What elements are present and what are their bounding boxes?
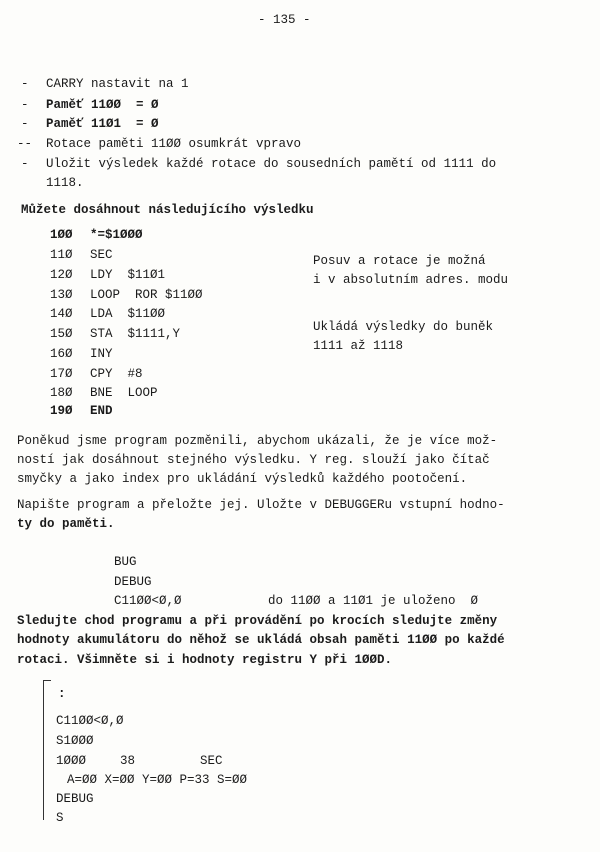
note-rotation: Posuv a rotace je možná xyxy=(313,254,486,268)
paragraph-line: Sledujte chod programu a při provádění po krocích sledujte změny xyxy=(17,614,498,628)
paragraph-line: Napište program a přeložte jej. Uložte v DEBUGGERu vstupní hodno- xyxy=(17,498,505,512)
list-item-dash: -- xyxy=(17,137,33,151)
line-number: 12Ø xyxy=(50,268,73,282)
result-heading: Můžete dosáhnout následujícího výsledku xyxy=(21,203,314,217)
ellipsis: : xyxy=(58,687,66,701)
session-line: DEBUG xyxy=(56,792,94,806)
list-item-continuation: 1118. xyxy=(46,176,84,190)
line-number: 15Ø xyxy=(50,327,73,341)
code-text: BNE LOOP xyxy=(90,386,158,400)
line-number: 13Ø xyxy=(50,288,73,302)
list-item-dash: - xyxy=(21,157,29,171)
line-number: 17Ø xyxy=(50,367,73,381)
code-text: SEC xyxy=(90,248,113,262)
session-line: S1ØØØ xyxy=(56,734,94,748)
paragraph-line: Poněkud jsme program pozměnili, abychom ukázali, že je více mož- xyxy=(17,434,498,448)
session-mnemonic: SEC xyxy=(200,754,223,768)
page-number: - 135 - xyxy=(258,13,311,27)
command-debug: DEBUG xyxy=(114,575,152,589)
line-number: 18Ø xyxy=(50,386,73,400)
list-item: Uložit výsledek každé rotace do sousedních pamětí od 1111 do xyxy=(46,157,497,171)
session-address: 1ØØØ xyxy=(56,754,87,768)
command-change: C11ØØ<Ø,Ø xyxy=(114,594,182,608)
list-item: Rotace paměti 11ØØ osumkrát vpravo xyxy=(46,137,302,151)
code-text: LDA $11ØØ xyxy=(90,307,166,321)
paragraph-line: hodnoty akumulátoru do něhož se ukládá obsah paměti 11ØØ po každé xyxy=(17,633,505,647)
command-bug: BUG xyxy=(114,555,137,569)
command-note: do 11ØØ a 11Ø1 je uloženo Ø xyxy=(268,594,479,608)
note-store: Ukládá výsledky do buněk xyxy=(313,320,494,334)
code-text: INY xyxy=(90,347,113,361)
list-item: Paměť 11Ø1 = Ø xyxy=(46,117,159,131)
line-number: 1ØØ xyxy=(50,228,73,242)
session-registers: A=ØØ X=ØØ Y=ØØ P=33 S=ØØ xyxy=(67,773,248,787)
code-text: END xyxy=(90,404,113,418)
code-text: STA $1111,Y xyxy=(90,327,181,341)
session-line: S xyxy=(56,811,64,825)
paragraph-line: smyčky a jako index pro ukládání výsledků každého pootočení. xyxy=(17,472,468,486)
note-rotation-cont: i v absolutním adres. modu xyxy=(313,273,509,287)
line-number: 16Ø xyxy=(50,347,73,361)
line-number: 19Ø xyxy=(50,404,73,418)
line-number: 11Ø xyxy=(50,248,73,262)
list-item-dash: - xyxy=(21,117,29,131)
paragraph-line: rotaci. Všimněte si i hodnoty registru Y při 1ØØD. xyxy=(17,653,393,667)
list-item: Paměť 11ØØ = Ø xyxy=(46,98,159,112)
session-line: C11ØØ<Ø,Ø xyxy=(56,714,124,728)
session-bracket xyxy=(43,680,44,820)
list-item: CARRY nastavit na 1 xyxy=(46,77,189,91)
code-text: *=$1ØØØ xyxy=(90,228,143,242)
paragraph-line: ty do paměti. xyxy=(17,517,115,531)
note-store-cont: 1111 až 1118 xyxy=(313,339,404,353)
session-opcode: 38 xyxy=(120,754,136,768)
session-bracket-top xyxy=(43,680,51,681)
paragraph-line: ností jak dosáhnout stejného výsledku. Y reg. slouží jako čítač xyxy=(17,453,490,467)
list-item-dash: - xyxy=(21,77,29,91)
code-text: LOOP ROR $11ØØ xyxy=(90,288,203,302)
line-number: 14Ø xyxy=(50,307,73,321)
code-text: LDY $11Ø1 xyxy=(90,268,166,282)
code-text: CPY #8 xyxy=(90,367,143,381)
list-item-dash: - xyxy=(21,98,29,112)
